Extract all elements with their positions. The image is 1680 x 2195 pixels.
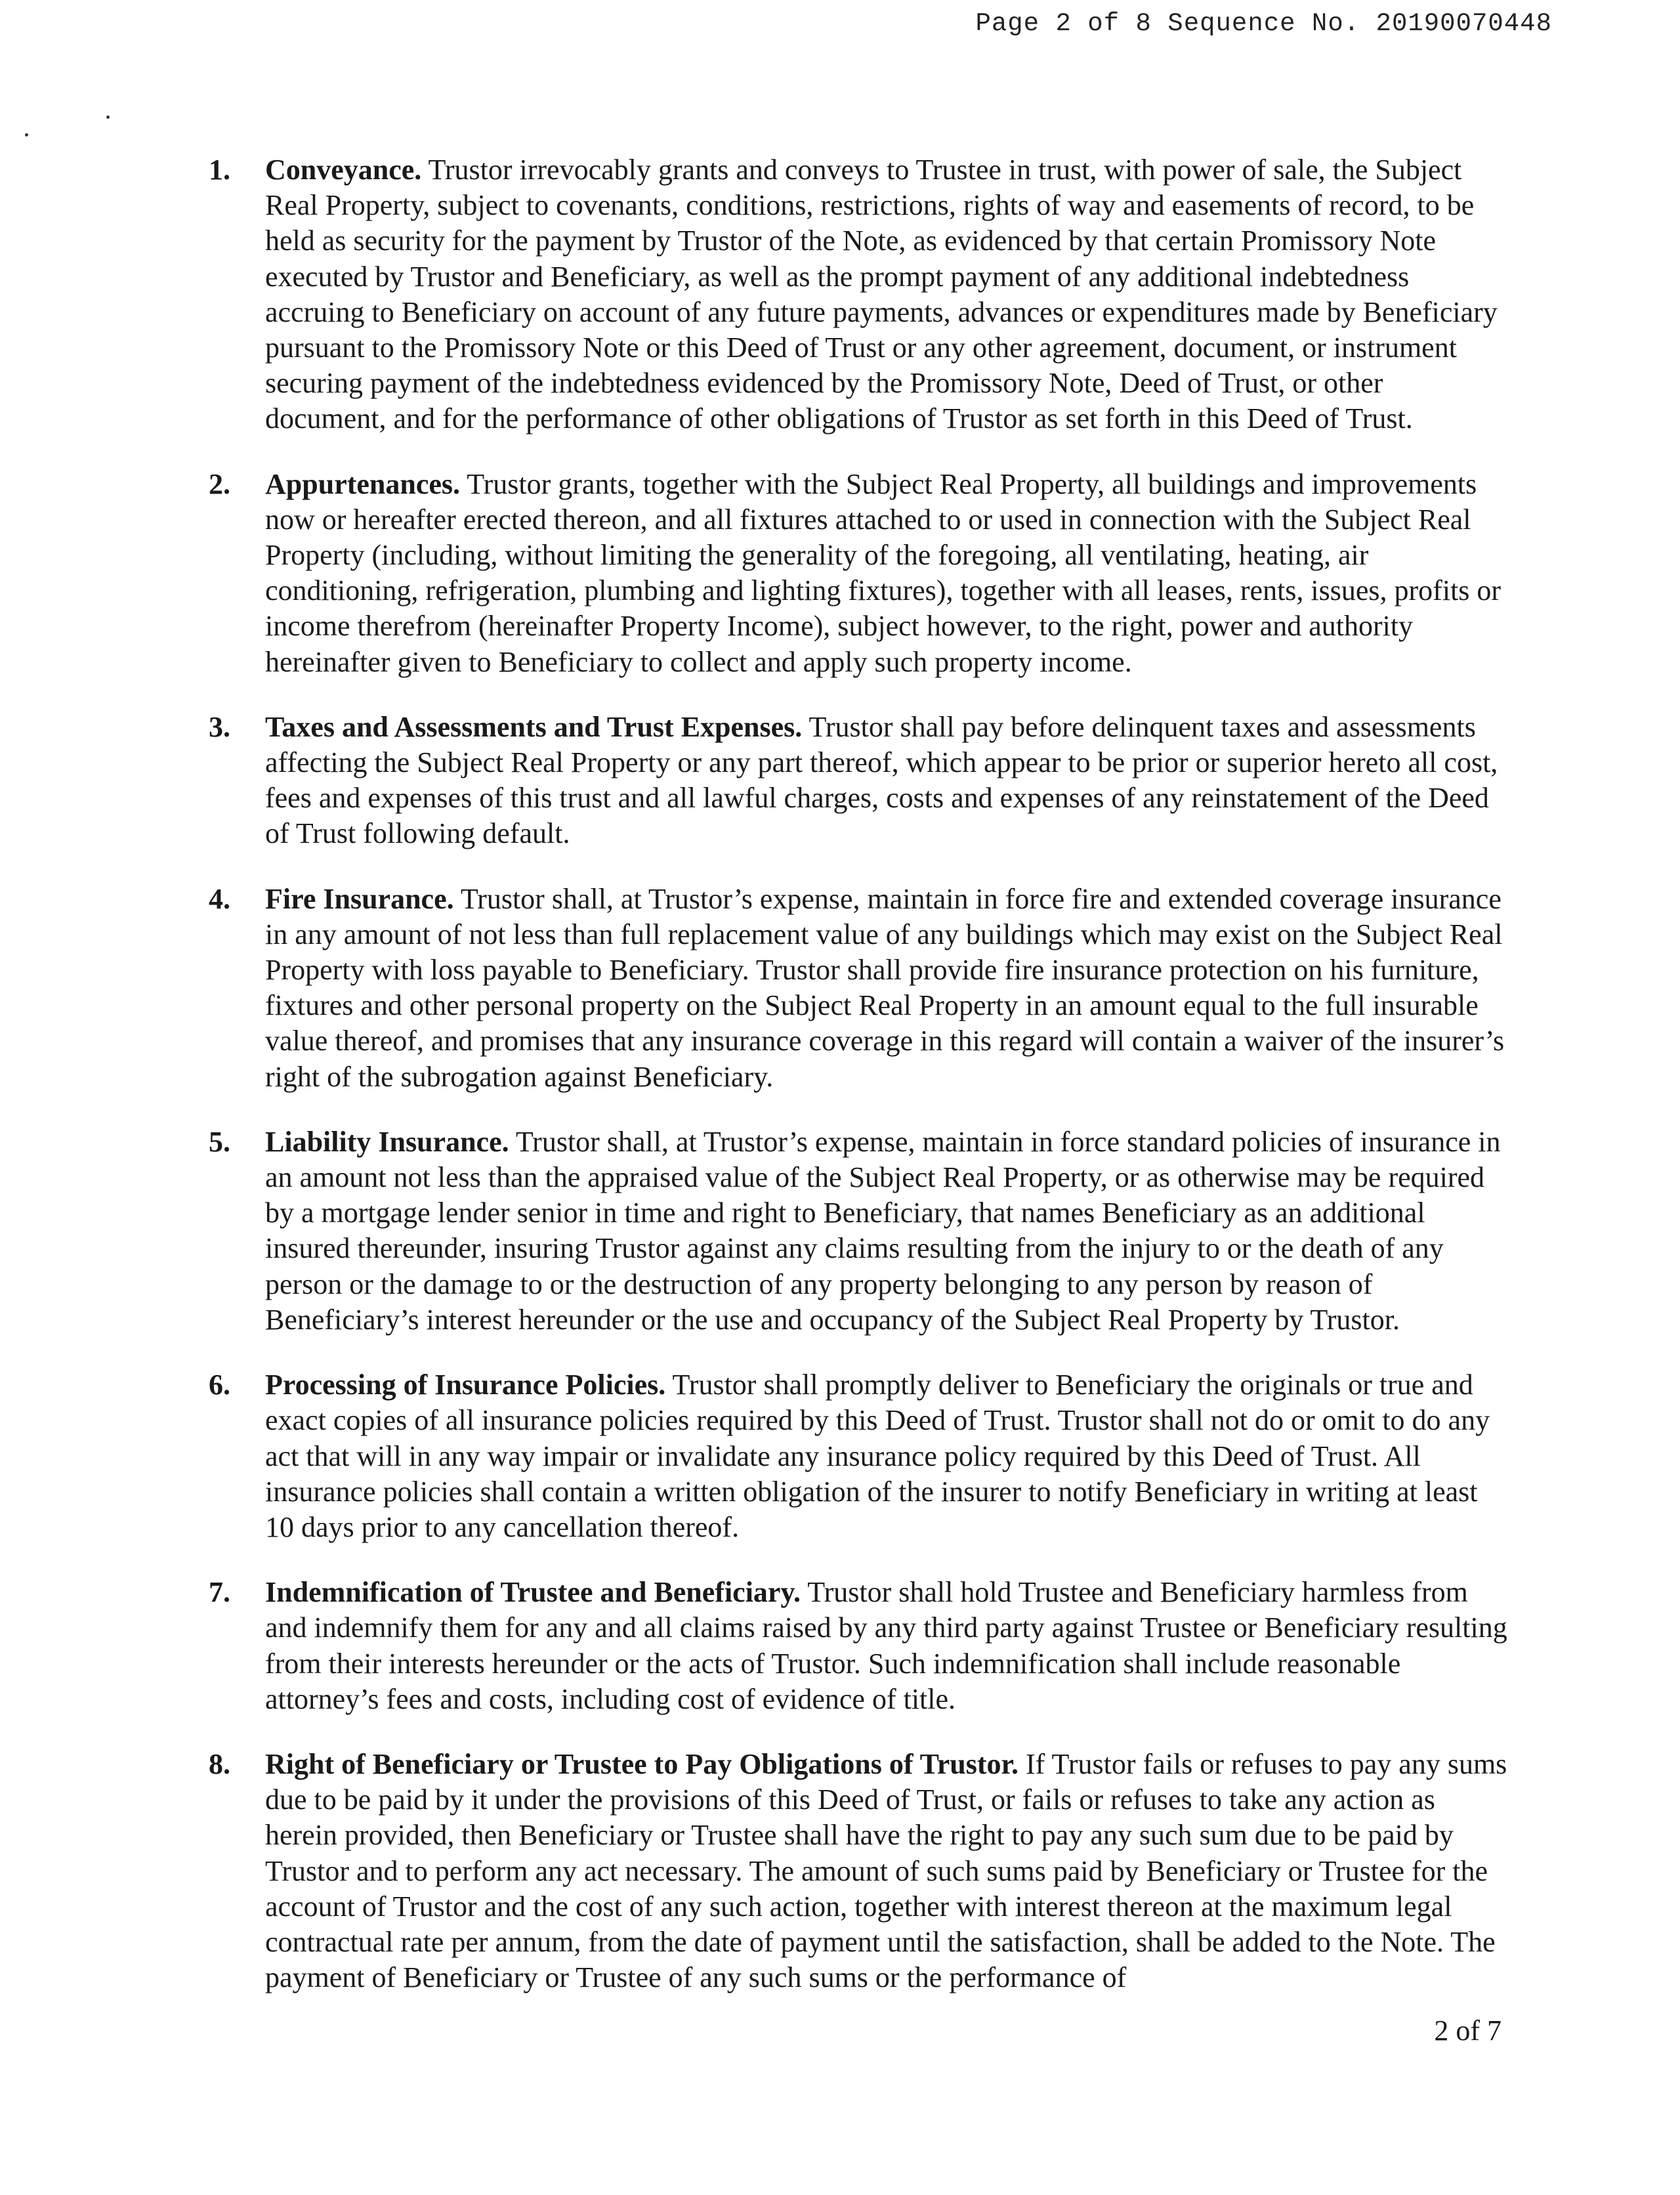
clause-conveyance — [209, 152, 1508, 437]
clause-title: Processing of Insurance Policies. — [265, 1369, 666, 1401]
clause-title: Liability Insurance. — [265, 1125, 509, 1158]
clause-title: Taxes and Assessments and Trust Expenses. — [265, 710, 803, 743]
clause-appurtenances — [209, 467, 1508, 680]
clause-text: Trustor shall pay before delinquent taxes and assessments affecting the Subject Real Property or any part thereof, which appear to be prior or superior hereto all cost, fees and expenses of this trust and all lawful charges, costs and expenses of any reinstatement of the Deed of Trust following default. — [265, 710, 1498, 850]
clause-number: 7. — [209, 1576, 230, 1609]
clause-text: Trustor shall, at Trustor’s expense, maintain in force fire and extended coverage insurance in any amount of not less than full replacement value of any buildings which may exist on the Subject Real Property with loss payable to Beneficiary. Trustor shall provide fire insurance protection on his furniture, fixtures and other personal property on the Subject Real Property in an amount equal to the full insurable value thereof, and promises that any insurance coverage in this regard will contain a waiver of the insurer’s right of the subrogation against Beneficiary. — [265, 882, 1505, 1093]
clause-body — [265, 882, 1508, 1095]
clause-number: 6. — [209, 1369, 230, 1401]
clause-text: Trustor grants, together with the Subject Real Property, all buildings and improvements now or hereafter erected thereon, and all fixtures attached to or used in connection with the Subject Real Property (including, without limiting the generality of the foregoing, all ventilating, heating, air conditioning, refrigeration, plumbing and lighting fixtures), together with all leases, rents, issues, profits or income therefrom (hereinafter Property Income), subject however, to the right, power and authority hereinafter given to Beneficiary to collect and apply such property income. — [265, 467, 1502, 678]
clause-text: Trustor irrevocably grants and conveys to Trustee in trust, with power of sale, the Subject Real Property, subject to covenants, conditions, restrictions, rights of way and easements of record, to be held as security for the payment by Trustor of the Note, as evidenced by that certain Promissory Note executed by Trustor and Beneficiary, as well as the prompt payment of any additional indebtedness accruing to Beneficiary on account of any future payments, advances or expenditures made by Beneficiary pursuant to the Promissory Note or this Deed of Trust or any other agreement, document, or instrument securing payment of the indebtedness evidenced by the Promissory Note, Deed of Trust, or other document, and for the performance of other obligations of Trustor as set forth in this Deed of Trust. — [265, 154, 1498, 435]
clause-text: Trustor shall hold Trustee and Beneficiary harmless from and indemnify them for any and all claims raised by any third party against Trustee or Beneficiary resulting from their interests hereunder or the acts of Trustor. Such indemnification shall include reasonable attorney’s fees and costs, including cost of evidence of title. — [265, 1576, 1507, 1715]
clause-indemnification — [209, 1575, 1508, 1717]
scan-speck — [106, 116, 110, 119]
clause-number: 4. — [209, 882, 230, 915]
clause-body — [265, 710, 1508, 852]
clause-number: 1. — [209, 154, 230, 186]
clause-body — [265, 1124, 1508, 1338]
page-footer-number: 2 of 7 — [1434, 2014, 1502, 2047]
clause-liability-insurance — [209, 1124, 1508, 1338]
clause-taxes-assessments — [209, 710, 1508, 852]
page-sequence-header: Page 2 of 8 Sequence No. 20190070448 — [975, 9, 1552, 38]
clause-text: Trustor shall, at Trustor’s expense, maintain in force standard policies of insurance in an amount not less than the appraised value of the Subject Real Property, or as otherwise may be required by a mortgage lender senior in time and right to Beneficiary, that names Beneficiary as an additional insured thereunder, insuring Trustor against any claims resulting from the injury to or the death of any person or the damage to or the destruction of any property belonging to any person by reason of Beneficiary’s interest hereunder or the use and occupancy of the Subject Real Property by Trustor. — [265, 1125, 1501, 1336]
clause-body — [265, 152, 1508, 437]
clause-title: Conveyance. — [265, 154, 422, 186]
clause-title: Appurtenances. — [265, 467, 461, 500]
clause-right-to-pay-obligations — [209, 1747, 1508, 1995]
clause-title: Right of Beneficiary or Trustee to Pay Obligations of Trustor. — [265, 1747, 1019, 1780]
clause-text: If Trustor fails or refuses to pay any sums due to be paid by it under the provisions of this Deed of Trust, or fails or refuses to take any action as herein provided, then Beneficiary or Trustee shall have the right to pay any such sum due to be paid by Trustor and to perform any act necessary. The amount of such sums paid by Beneficiary or Trustee for the account of Trustor and the cost of any such action, together with interest thereon at the maximum legal contractual rate per annum, from the date of payment until the satisfaction, shall be added to the Note. The payment of Beneficiary or Trustee of any such sums or the performance of — [265, 1747, 1507, 1994]
clause-processing-insurance-policies — [209, 1367, 1508, 1545]
clause-title: Fire Insurance. — [265, 882, 454, 915]
clause-number: 8. — [209, 1747, 230, 1780]
clause-body — [265, 1747, 1508, 1995]
clause-body — [265, 467, 1508, 680]
clause-title: Indemnification of Trustee and Beneficiary. — [265, 1576, 801, 1609]
clause-body — [265, 1575, 1508, 1717]
clause-number: 3. — [209, 710, 230, 743]
clause-text: Trustor shall promptly deliver to Beneficiary the originals or true and exact copies of all insurance policies required by this Deed of Trust. Trustor shall not do or omit to do any act that will in any way impair or invalidate any insurance policy required by this Deed of Trust. All insurance policies shall contain a written obligation of the insurer to notify Beneficiary in writing at least 10 days prior to any cancellation thereof. — [265, 1369, 1490, 1543]
clause-list — [209, 152, 1508, 2025]
clause-fire-insurance — [209, 882, 1508, 1095]
clause-number: 2. — [209, 467, 230, 500]
scan-speck — [25, 133, 28, 137]
clause-number: 5. — [209, 1125, 230, 1158]
clause-body — [265, 1367, 1508, 1545]
